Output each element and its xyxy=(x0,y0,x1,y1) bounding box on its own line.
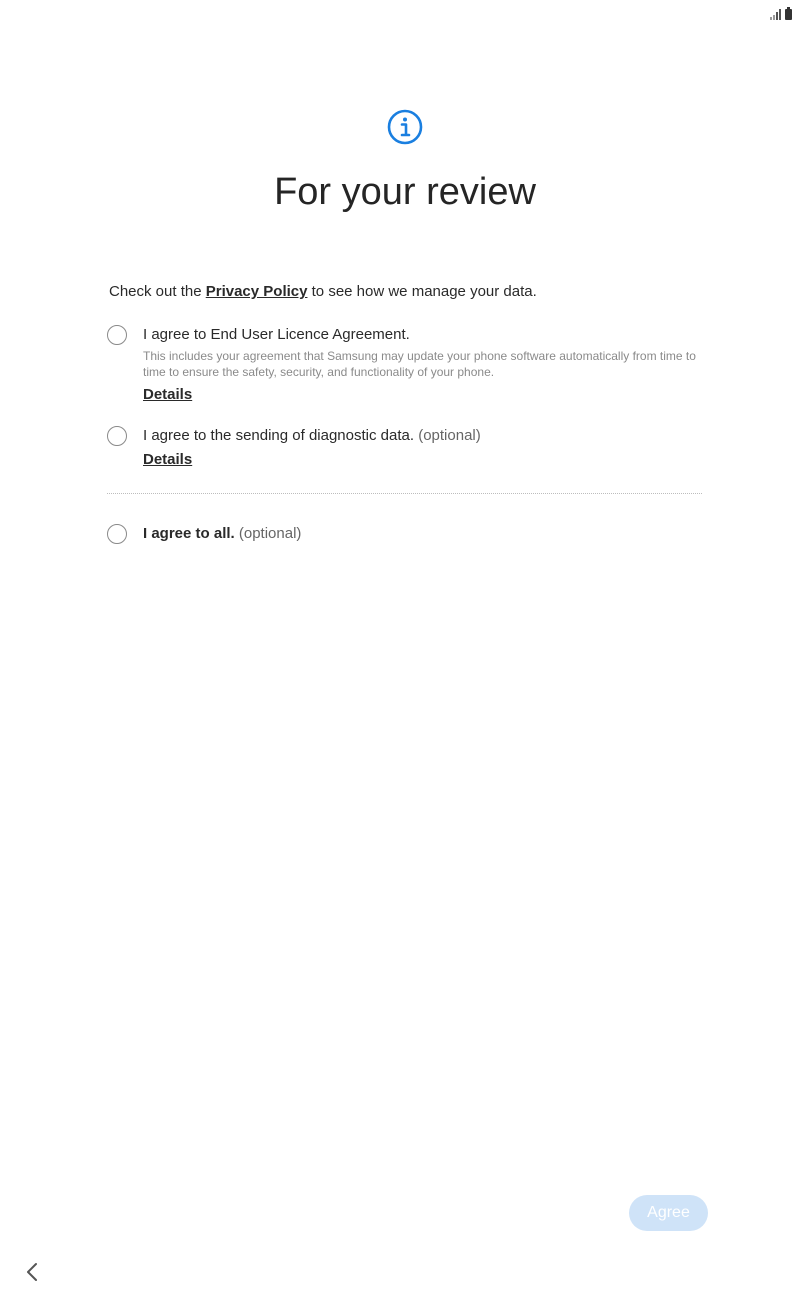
agree-all-option-text xyxy=(143,525,717,543)
agree-all-label: I agree to all. xyxy=(143,525,235,542)
diagnostic-label-row[interactable] xyxy=(143,427,717,445)
diagnostic-details-link[interactable]: Details xyxy=(143,451,193,468)
eula-description: This includes your agreement that Samsung may update your phone software automatically from time to time to ensure the safety, security, and functionality of your phone. xyxy=(143,349,696,379)
info-icon xyxy=(387,109,423,145)
divider xyxy=(107,493,702,494)
diagnostic-radio[interactable] xyxy=(107,426,127,446)
eula-details-link[interactable]: Details xyxy=(143,386,193,403)
eula-option-text xyxy=(143,326,717,404)
agree-all-optional-tag: (optional) xyxy=(238,525,302,542)
signal-icon xyxy=(770,9,781,20)
battery-icon xyxy=(785,9,792,20)
privacy-intro xyxy=(109,282,537,302)
agree-button[interactable]: Agree xyxy=(629,1195,708,1231)
page-title: For your review xyxy=(274,171,536,213)
diagnostic-optional-tag: (optional) xyxy=(418,427,481,444)
intro-text-before: Check out the xyxy=(109,283,206,300)
eula-label[interactable]: I agree to End User Licence Agreement. xyxy=(143,326,410,343)
intro-text-after: to see how we manage your data. xyxy=(307,283,537,300)
diagnostic-label: I agree to the sending of diagnostic data. xyxy=(143,427,415,444)
privacy-policy-link[interactable]: Privacy Policy xyxy=(205,283,308,300)
status-bar xyxy=(770,6,792,20)
agree-all-radio[interactable] xyxy=(107,524,127,544)
diagnostic-option-text xyxy=(143,427,717,469)
eula-radio[interactable] xyxy=(107,325,127,345)
agree-all-label-row[interactable] xyxy=(143,525,717,543)
chevron-left-icon[interactable] xyxy=(22,1260,44,1284)
